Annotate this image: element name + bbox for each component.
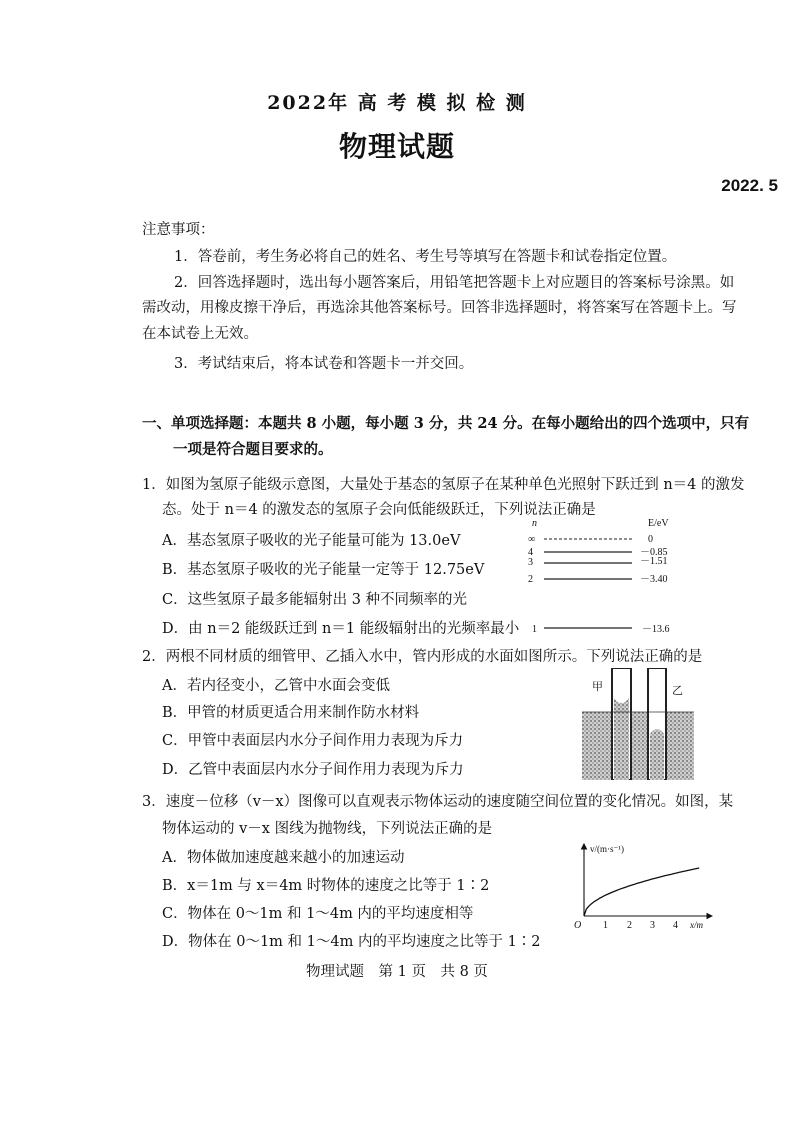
- q3-option-d: D．物体在 0～1m 和 1～4m 内的平均速度之比等于 1∶2: [162, 934, 541, 950]
- diagram-e-header: E/eV: [648, 518, 669, 529]
- notice-item-1: 1．答卷前，考生务必将自己的姓名、考生号等填写在答题卡和试卷指定位置。: [174, 249, 677, 265]
- q2-option-c: C．甲管中表面层内水分子间作用力表现为斥力: [162, 733, 464, 749]
- q3-stem-line-2: 物体运动的 v－x 图线为抛物线，下列说法正确的是: [162, 821, 493, 837]
- q3-stem-line-1: 3．速度－位移（v－x）图像可以直观表示物体运动的速度随空间位置的变化情况。如图，某: [142, 794, 734, 810]
- diagram-n-header: n: [532, 518, 537, 529]
- x-axis-label: x/m: [690, 920, 703, 930]
- notice-item-2-line-1: 2．回答选择题时，选出每小题答案后，用铅笔把答题卡上对应题目的答案标号涂黑。如: [174, 275, 735, 291]
- vx-graph: [570, 840, 718, 932]
- section-1-heading-line-2: 一项是符合题目要求的。: [173, 441, 333, 458]
- level-n-4: 4: [528, 547, 533, 558]
- capillary-tubes-figure: [582, 668, 694, 780]
- water-right: [666, 712, 694, 780]
- water-left: [582, 712, 612, 780]
- q3-option-b: B．x＝1m 与 x＝4m 时物体的速度之比等于 1∶2: [162, 878, 490, 894]
- q1-stem-line-2: 态。处于 n＝4 的激发态的氢原子会向低能级跃迁，下列说法正确是: [162, 502, 596, 518]
- q2-stem: 2．两根不同材质的细管甲、乙插入水中，管内形成的水面如图所示。下列说法正确的是: [142, 649, 703, 665]
- notice-item-2-line-3: 在本试卷上无效。: [142, 326, 258, 342]
- tube-jia-water: [614, 698, 629, 780]
- q3-option-a: A．物体做加速度越来越小的加速运动: [162, 850, 405, 866]
- level-e-4: －0.85: [640, 547, 668, 558]
- level-e-1: －13.6: [642, 624, 670, 635]
- level-e-inf: 0: [648, 534, 653, 545]
- level-n-inf: ∞: [528, 534, 536, 545]
- level-n-1: 1: [532, 624, 537, 635]
- q2-option-b: B．甲管的材质更适合用来制作防水材料: [162, 705, 420, 721]
- level-e-2: －3.40: [640, 574, 668, 585]
- parabola-curve: [584, 868, 699, 916]
- level-e-3: －1.51: [640, 556, 668, 567]
- y-axis-label: v/(m·s⁻¹): [590, 844, 624, 854]
- notice-heading: 注意事项：: [142, 222, 215, 238]
- q1-option-a: A．基态氢原子吸收的光子能量可能为 13.0eV: [162, 533, 461, 549]
- level-n-2: 2: [528, 574, 533, 585]
- page-footer: 物理试题 第 1 页 共 8 页: [306, 964, 488, 980]
- water-middle: [631, 712, 648, 780]
- q1-option-d: D．由 n＝2 能级跃迁到 n＝1 能级辐射出的光频率最小: [162, 621, 520, 637]
- energy-level-diagram: [520, 518, 680, 636]
- x-tick-4: 4: [673, 920, 678, 931]
- x-tick-1: 1: [603, 920, 608, 931]
- x-tick-2: 2: [627, 920, 632, 931]
- subject-title: 物理试题: [338, 130, 455, 163]
- notice-item-3: 3．考试结束后，将本试卷和答题卡一并交回。: [174, 356, 474, 372]
- q1-option-b: B．基态氢原子吸收的光子能量一定等于 12.75eV: [162, 562, 485, 578]
- section-1-heading-line-1: 一、单项选择题：本题共 8 小题，每小题 3 分，共 24 分。在每小题给出的四个选项中，只有: [142, 415, 750, 432]
- label-jia: 甲: [592, 681, 603, 693]
- q3-option-c: C．物体在 0～1m 和 1～4m 内的平均速度相等: [162, 906, 474, 922]
- exam-date: 2022. 5: [721, 176, 778, 195]
- exam-title: 2022年 高 考 模 拟 检 测: [267, 92, 527, 114]
- q2-option-a: A．若内径变小，乙管中水面会变低: [162, 678, 390, 694]
- tube-yi-water: [650, 729, 664, 780]
- q1-stem-line-1: 1．如图为氢原子能级示意图，大量处于基态的氢原子在某种单色光照射下跃迁到 n＝4 的激发: [142, 477, 745, 493]
- x-tick-3: 3: [650, 920, 655, 931]
- q1-option-c: C．这些氢原子最多能辐射出 3 种不同频率的光: [162, 592, 468, 608]
- notice-item-2-line-2: 需改动，用橡皮擦干净后，再选涂其他答案标号。回答非选择题时，将答案写在答题卡上。写: [142, 300, 737, 316]
- level-n-3: 3: [528, 557, 533, 568]
- origin-label: O: [574, 920, 582, 931]
- q2-option-d: D．乙管中表面层内水分子间作用力表现为斥力: [162, 762, 464, 778]
- label-yi: 乙: [672, 685, 683, 697]
